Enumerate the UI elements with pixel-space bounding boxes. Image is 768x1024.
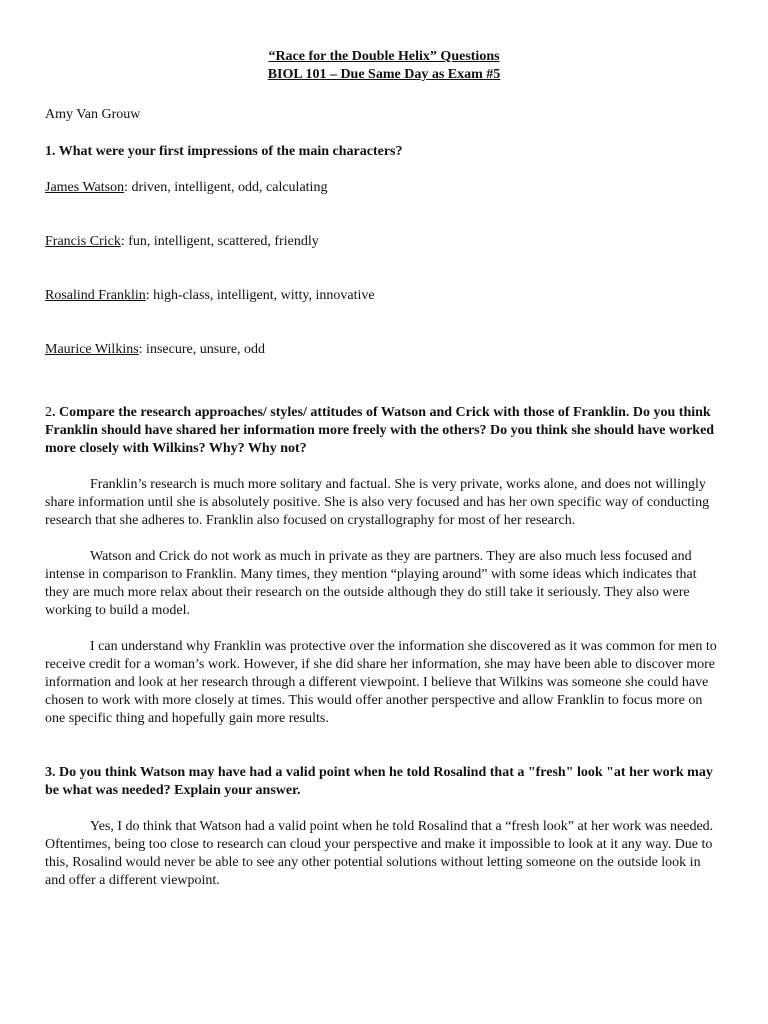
character-name: James Watson: [45, 180, 125, 195]
character-crick: [45, 233, 723, 251]
character-franklin: [45, 287, 723, 305]
question-2-number: 2: [45, 405, 52, 420]
document-subtitle: BIOL 101 – Due Same Day as Exam #5: [267, 67, 501, 82]
answer-3-paragraph-1: Yes, I do think that Watson had a valid point when he told Rosalind that a “fresh look” at her work was needed. Oftentimes, being too close to research can cloud your perspective and make it impossible to look at it any way. Due to this, Rosalind would never be able to see any other potential solutions without letting someone on the outside look in and offer a different viewpoint.: [45, 819, 714, 888]
question-3: 3. Do you think Watson may have had a valid point when he told Rosalind that a "fresh" look "at her work may be what was needed? Explain your answer.: [45, 765, 713, 798]
answer-2-paragraph-3: I can understand why Franklin was protective over the information she discovered as it was common for men to receive credit for a woman’s work. However, if she did share her information, she may have been able to discover more information and look at her research through a different viewpoint. I believe that Wilkins was someone she could have chosen to work with more closely at times. This would offer another perspective and allow Franklin to focus more on one specific thing and hopefully gain more results.: [45, 639, 717, 726]
character-traits: : driven, intelligent, odd, calculating: [124, 180, 328, 195]
author-name: Amy Van Grouw: [45, 107, 141, 122]
character-wilkins: [45, 341, 723, 359]
character-name: Maurice Wilkins: [45, 342, 139, 357]
answer-2-paragraph-1: Franklin’s research is much more solitary and factual. She is very private, works alone, and does not willingly share information until she is absolutely positive. She is also very focused and has her own specific way of conducting research that she adheres to. Franklin also focused on crystallography for most of her research.: [45, 477, 710, 528]
question-2-text: . Compare the research approaches/ styles/ attitudes of Watson and Crick with those of Franklin. Do you think Franklin should have shared her information more freely with the others? Do you think she should have worked more closely with Wilkins? Why? Why not?: [45, 405, 715, 456]
document-title: “Race for the Double Helix” Questions: [268, 49, 500, 64]
title-block: [45, 48, 723, 84]
character-traits: : insecure, unsure, odd: [138, 342, 266, 357]
character-name: Francis Crick: [45, 234, 121, 249]
question-1: 1. What were your first impressions of the main characters?: [45, 144, 403, 159]
character-watson: [45, 179, 723, 197]
answer-2-paragraph-2: Watson and Crick do not work as much in private as they are partners. They are also much less focused and intense in comparison to Franklin. Many times, they mention “playing around” with some ideas which indicates that they are much more relax about their research on the outside although they do still take it seriously. They also were working to build a model.: [45, 549, 697, 618]
character-traits: : fun, intelligent, scattered, friendly: [120, 234, 319, 249]
question-2: [45, 404, 723, 458]
character-traits: : high-class, intelligent, witty, innovative: [145, 288, 375, 303]
character-name: Rosalind Franklin: [45, 288, 146, 303]
